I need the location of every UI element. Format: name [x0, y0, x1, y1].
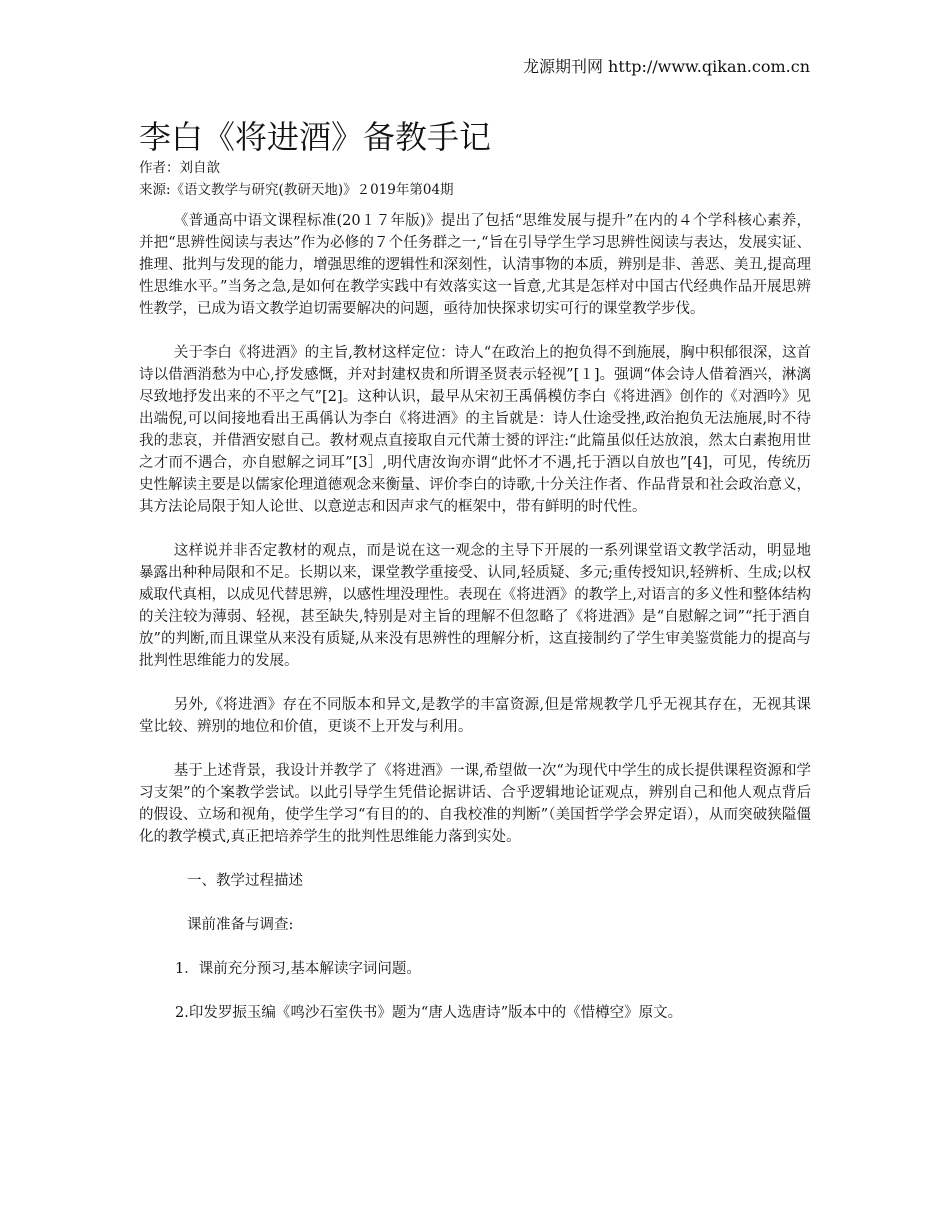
list-item: 1．课前充分预习,基本解读字词问题。 [175, 961, 421, 977]
site-header-source: 龙源期刊网 http://www.qikan.com.cn [522, 57, 810, 76]
list-item: 2.印发罗振玉编《鸣沙石室佚书》题为“唐人选唐诗”版本中的《惜樽空》原文。 [175, 1005, 683, 1021]
subheading: 课前准备与调查: [187, 917, 294, 933]
body-paragraph: 这样说并非否定教材的观点，而是说在这一观念的主导下开展的一系列课堂语文教学活动，明显地暴露出种种局限和不足。长期以来，课堂教学重接受、认同,轻质疑、多元;重传授知识,轻辨析、生成;以权威取代真相，以成见代替思辨，以感性埋没理性。表现在《将进酒》的教学上,对语言的多义性和整体结构的关注较为薄弱、轻视，甚至缺失,特别是对主旨的理解不但忽略了《将进酒》是“自慰解之词”“托于酒自放”的判断,而且课堂从来没有质疑,从来没有思辨性的理解分析，这直接制约了学生审美鉴赏能力的提高与批判性思维能力的发展。 [139, 543, 811, 669]
section-heading: 一、教学过程描述 [187, 873, 303, 889]
body-paragraph: 《普通高中语文课程标准(20１７年版)》提出了包括“思维发展与提升”在内的４个学科核心素养，并把“思辨性阅读与表达”作为必修的７个任务群之一,“旨在引导学生学习思辨性阅读与表达，发展实证、推理、批判与发现的能力，增强思维的逻辑性和深刻性，认清事物的本质，辨别是非、善恶、美丑,提高理性思维水平。”当务之急,是如何在教学实践中有效落实这一旨意,尤其是怎样对中国古代经典作品开展思辨性教学，已成为语文教学迫切需要解决的问题，亟待加快探求切实可行的课堂教学步伐。 [139, 213, 811, 317]
body-paragraph: 关于李白《将进酒》的主旨,教材这样定位：诗人“在政治上的抱负得不到施展，胸中积郁很深，这首诗以借酒消愁为中心,抒发感慨，并对封建权贵和所谓圣贤表示轻视”[１]。强调“体会诗人借着酒兴，淋漓尽致地抒发出来的不平之气”[2]。这种认识，最早从宋初王禹偁模仿李白《将进酒》创作的《对酒吟》见出端倪,可以间接地看出王禹偁认为李白《将进酒》的主旨就是：诗人仕途受挫,政治抱负无法施展,时不待我的悲哀，并借酒安慰自己。教材观点直接取自元代萧士赟的评注:“此篇虽似任达放浪，然太白素抱用世之才而不遇合，亦自慰解之词耳”[3］,明代唐汝询亦谓“此怀才不遇,托于酒以自放也”[4]，可见，传统历史性解读主要是以儒家伦理道德观念来衡量、评价李白的诗歌,十分关注作者、作品背景和社会政治意义，其方法论局限于知人论世、以意逆志和因声求气的框架中，带有鲜明的时代性。 [139, 345, 811, 515]
article-source: 来源:《语文教学与研究(教研天地)》２019年第04期 [139, 182, 454, 198]
article-title: 李白《将进酒》备教手记 [139, 118, 492, 156]
body-paragraph: 另外,《将进酒》存在不同版本和异文,是教学的丰富资源,但是常规教学几乎无视其存在，无视其课堂比较、辨别的地位和价值，更谈不上开发与利用。 [139, 697, 811, 735]
body-paragraph: 基于上述背景，我设计并教学了《将进酒》一课,希望做一次“为现代中学生的成长提供课程资源和学习支架”的个案教学尝试。以此引导学生凭借论据讲话、合乎逻辑地论证观点，辨别自己和他人观点背后的假设、立场和视角，使学生学习“有目的的、自我校准的判断”（美国哲学学会界定语），从而突破狭隘僵化的教学模式,真正把培养学生的批判性思维能力落到实处。 [139, 763, 811, 845]
article-body [139, 210, 811, 1046]
article-author: 作者：刘自歆 [139, 160, 220, 176]
